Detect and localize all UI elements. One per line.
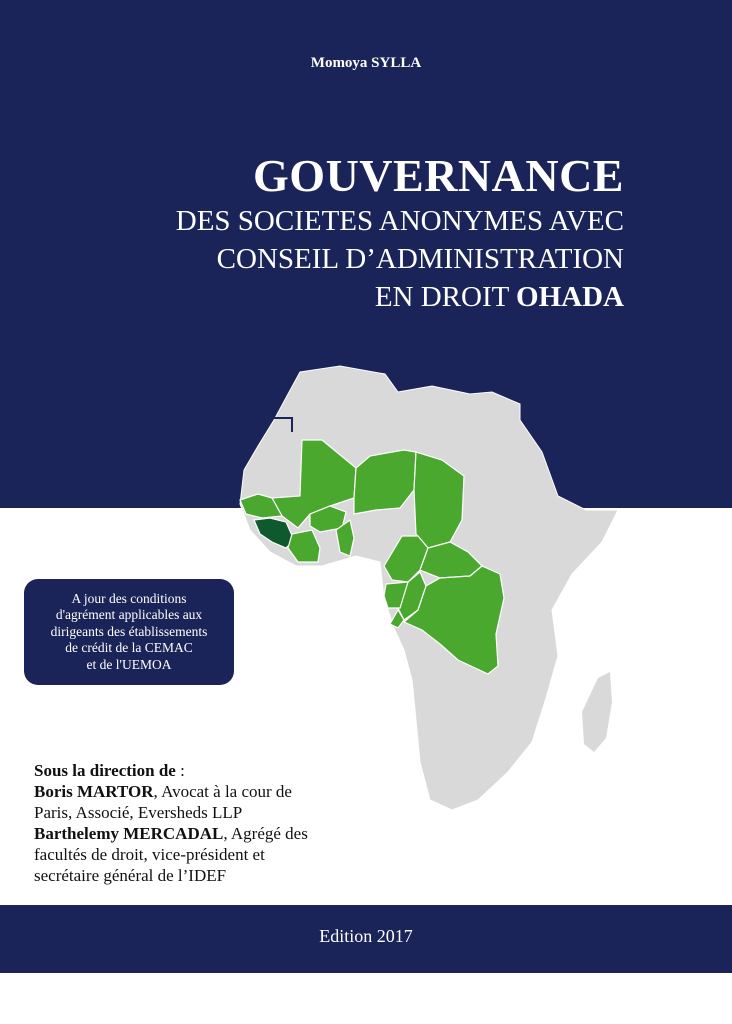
- direction-heading: Sous la direction de: [34, 761, 176, 780]
- director-1-name: Boris MARTOR: [34, 782, 154, 801]
- direction-heading-colon: :: [175, 761, 185, 780]
- director-2-desc-b: facultés de droit, vice-président et: [34, 845, 265, 864]
- badge-line: dirigeants des établissements: [50, 623, 208, 639]
- director-1-line-1: [34, 781, 308, 802]
- title-line-3-prefix: EN DROIT: [374, 281, 517, 313]
- director-2-line-1: [34, 823, 308, 844]
- director-1-desc-a: , Avocat à la cour de: [153, 782, 292, 801]
- madagascar: [582, 672, 612, 752]
- title-line-1: DES SOCIETES ANONYMES AVEC: [175, 205, 624, 237]
- editorial-direction: [34, 760, 308, 886]
- director-1-desc-b: Paris, Associé, Eversheds LLP: [34, 803, 243, 822]
- badge-line: de crédit de la CEMAC: [65, 640, 193, 656]
- title-ohada: OHADA: [516, 281, 624, 313]
- director-2-name: Barthelemy MERCADAL: [34, 824, 224, 843]
- badge-line: d'agrément applicables aux: [55, 607, 203, 623]
- director-2-desc-a: , Agrégé des: [223, 824, 308, 843]
- director-2-desc-c: secrétaire général de l’IDEF: [34, 866, 227, 885]
- badge-line: et de l'UEMOA: [86, 656, 172, 672]
- title-line-2: CONSEIL D’ADMINISTRATION: [216, 243, 624, 275]
- update-notice-badge: [24, 579, 234, 685]
- author-name: Momoya SYLLA: [310, 55, 422, 71]
- title-main: GOUVERNANCE: [253, 150, 624, 201]
- direction-heading-line: [34, 760, 308, 781]
- edition-label: Edition 2017: [319, 926, 413, 946]
- badge-line: A jour des conditions: [71, 590, 187, 606]
